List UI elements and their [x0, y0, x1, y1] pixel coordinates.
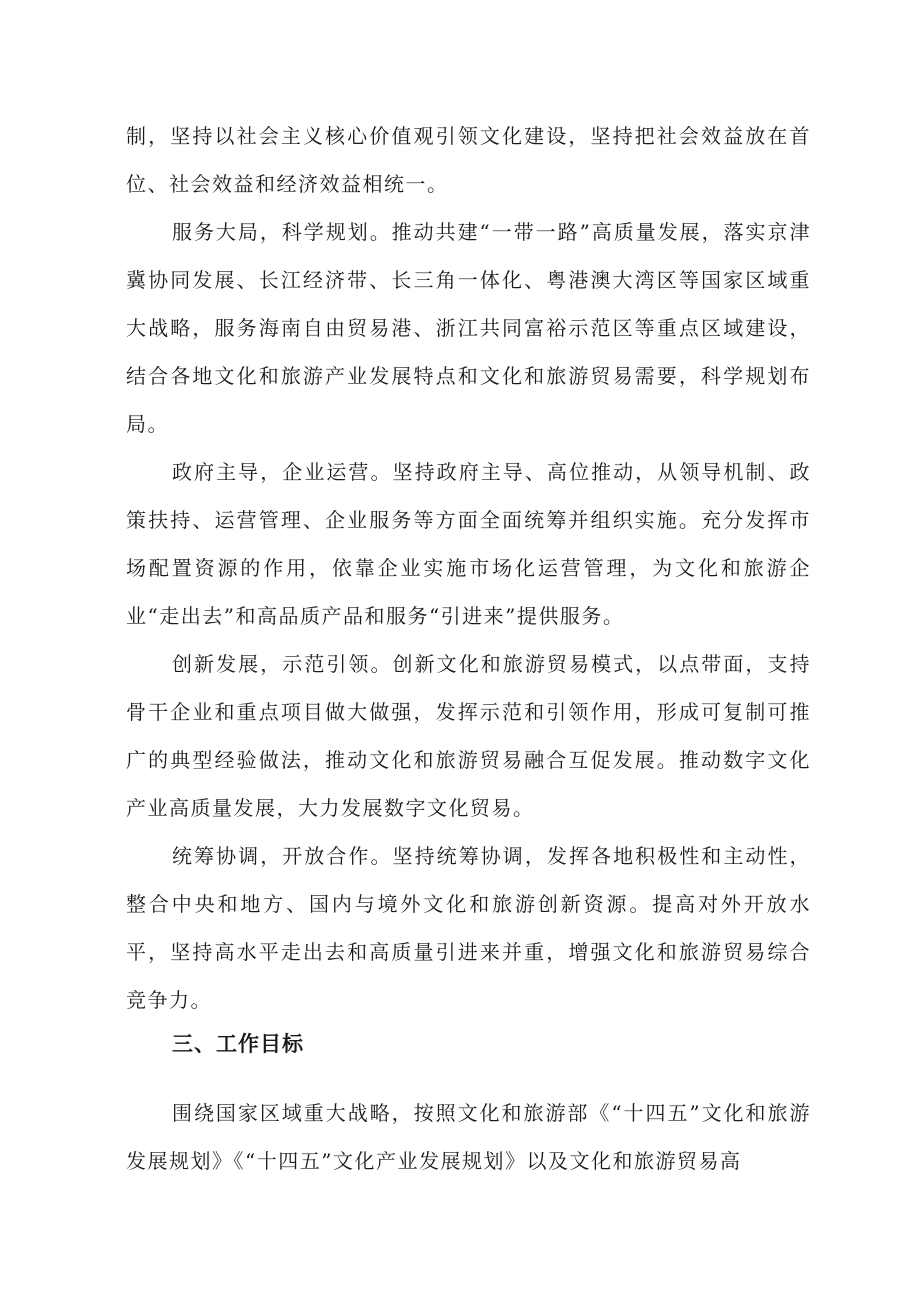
body-text-upper: [126, 112, 811, 1024]
body-text-lower: [126, 1089, 811, 1185]
paragraph-service-overall: 服务大局，科学规划。推动共建“一带一路”高质量发展，落实京津冀协同发展、长江经济带、长三角一体化、粤港澳大湾区等国家区域重大战略，服务海南自由贸易港、浙江共同富裕示范区等重点区域建设，结合各地文化和旅游产业发展特点和文化和旅游贸易需要，科学规划布局。: [126, 220, 811, 436]
section-heading: 三、工作目标: [172, 1032, 304, 1056]
paragraph-continued: 制，坚持以社会主义核心价值观引领文化建设，坚持把社会效益放在首位、社会效益和经济效益相统一。: [126, 124, 811, 196]
paragraph-innovation: 创新发展，示范引领。创新文化和旅游贸易模式，以点带面，支持骨干企业和重点项目做大做强，发挥示范和引领作用，形成可复制可推广的典型经验做法，推动文化和旅游贸易融合互促发展。推动数字文化产业高质量发展，大力发展数字文化贸易。: [126, 652, 811, 820]
paragraph-goals: 围绕国家区域重大战略，按照文化和旅游部《“十四五”文化和旅游发展规划》《“十四五”文化产业发展规划》以及文化和旅游贸易高: [126, 1101, 811, 1173]
paragraph-coordination: 统筹协调，开放合作。坚持统筹协调，发挥各地积极性和主动性，整合中央和地方、国内与境外文化和旅游创新资源。提高对外开放水平，坚持高水平走出去和高质量引进来并重，增强文化和旅游贸易综合竞争力。: [126, 844, 811, 1012]
paragraph-government-led: 政府主导，企业运营。坚持政府主导、高位推动，从领导机制、政策扶持、运营管理、企业服务等方面全面统筹并组织实施。充分发挥市场配置资源的作用，依靠企业实施市场化运营管理，为文化和旅游企业“走出去”和高品质产品和服务“引进来”提供服务。: [126, 460, 811, 628]
